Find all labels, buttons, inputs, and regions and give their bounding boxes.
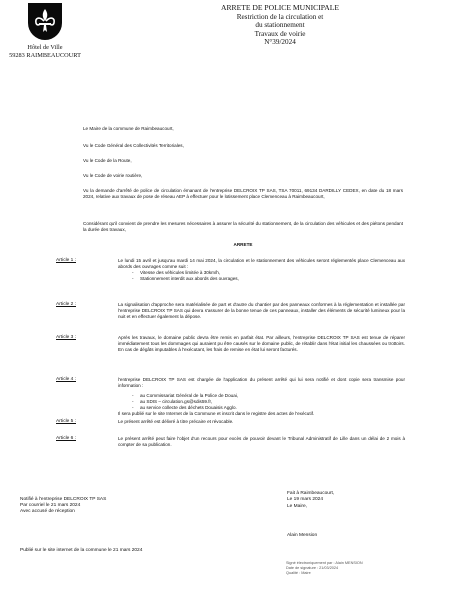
article-2-text: La signalisation d'approche sera matérialisée de part et d'autre du chantier par des panneaux conformes à la réglementation et installée par l'entreprise DELCROIX TP SAS qui devra s'assurer de la bonne tenue de ces panneaux, installer des éléments de sécurité lumineux pour la nuit et en effectuer également la dépose. — [118, 302, 405, 320]
article-4-publication: Il sera publié sur le site Internet de la Commune et inscrit dans le registre des actes de l'exécutif. — [118, 411, 315, 417]
article-4-body — [118, 377, 405, 418]
fleur-de-lis-shield-icon — [28, 3, 62, 40]
intro-request: Vu la demande d'arrêté de police de circulation émanant de l'entreprise DELCROIX TP SAS, TSA 70011, 69134 DARDILLY CEDEX, en date du 18 mars 2024, relative aux travaux de pose de réseau AEP à effectuer pour le lotissement place Clemenceau à Raimbeaucourt, — [83, 188, 403, 200]
list-item: - au SDIS – circulation.gs@sdis59.fr, — [140, 399, 405, 405]
article-5-label: Article 5 : — [56, 419, 76, 424]
mairie-address — [5, 44, 85, 60]
intro-mayor: Le Maire de la commune de Raimbeaucourt, — [83, 126, 174, 131]
arrete-number: N°39/2024 — [264, 38, 296, 47]
article-3-text: Après les travaux, le domaine public devra être remis en parfait état. Par ailleurs, l'entreprise DELCROIX TP SAS est tenue de réparer immédiatement tous les dommages qui auraient pu être causés sur le domaine public, de rétablir dans l'état initial les chaussées ou trottoirs. En cas de dégâts imputables à l'exécutant, les frais de remise en état lui seront facturés. — [118, 335, 405, 353]
article-3-label: Article 3 : — [56, 335, 76, 340]
notification-line: Avec accusé de réception — [20, 509, 75, 514]
publication-note: Publié sur le site internet de la commune le 21 mars 2024 — [20, 548, 143, 553]
intro-considering: Considérant qu'il convient de prendre les mesures nécessaires à assurer la sécurité du stationnement, de la circulation des véhicules et des piétons pendant la durée des travaux, — [83, 221, 403, 233]
title-line-2: Restriction de la circulation et — [236, 12, 324, 21]
title-line-4: Travaux de voirie — [254, 29, 306, 38]
esign-line: Qualité : Maire — [286, 570, 311, 575]
esign-line: Signé électroniquement par : Alain MENSION — [286, 561, 363, 565]
signature-place: Fait à Raimbeaucourt, — [287, 491, 335, 496]
intro-cgct: Vu le Code Général des Collectivités Territoriales, — [83, 143, 184, 148]
article-5-text: Le présent arrêté est délivré à titre précaire et révocable. — [118, 419, 234, 424]
intro-code-voirie: Vu le Code de voirie routière, — [83, 173, 143, 178]
list-item: - Stationnement interdit aux abords des ouvrages, — [140, 276, 405, 282]
article-1-label: Article 1 : — [56, 258, 76, 263]
article-1-text: Le lundi 15 avril et jusqu'au mardi 14 mai 2024, la circulation et le stationnement des véhicules seront réglementés place Clemenceau aux abords des ouvrages comme suit : — [118, 258, 405, 270]
list-item: - au Commissariat Général de la Police de Douai, — [140, 393, 405, 399]
article-6-label: Article 6 : — [56, 436, 76, 441]
article-4-text: l'entreprise DELCROIX TP SAS est chargée de l'application du présent arrêté qui lui sera notifié et dont copie sera transmise pour information : — [118, 377, 405, 389]
mairie-city: 59283 RAIMBEAUCOURT — [9, 52, 81, 59]
notification-line: Notifié à l'entreprise DELCROIX TP SAS — [20, 497, 107, 502]
list-item: - Vitesse des véhicules limitée à 30km/h, — [140, 270, 405, 276]
esign-line: Date de signature : 21/03/2024 — [286, 565, 339, 570]
intro-code-route: Vu le Code de la Route, — [83, 158, 132, 163]
article-4-label: Article 4 : — [56, 377, 76, 382]
notification-line: Par courriel le 21 mars 2024 — [20, 503, 81, 508]
mairie-name: Hôtel de Ville — [27, 44, 63, 51]
notification-block — [20, 497, 106, 515]
title-line-3: du stationnement — [255, 21, 305, 30]
document-header — [185, 4, 375, 47]
signatory-name: Alain Mension — [287, 533, 318, 538]
signature-block — [287, 491, 334, 510]
document-title: ARRETE DE POLICE MUNICIPALE — [220, 3, 340, 12]
article-1-body — [118, 258, 405, 282]
signature-date: Le 19 mars 2024 — [287, 497, 324, 503]
arrete-heading: ARRETE — [233, 242, 253, 247]
signature-title: Le Maire, — [287, 503, 307, 509]
list-item: - au service collecte des déchets Douaisis Agglo. — [140, 405, 405, 411]
article-2-label: Article 2 : — [56, 302, 76, 307]
electronic-signature — [286, 561, 363, 575]
article-6-text: Le présent arrêté peut faire l'objet d'un recours pour excès de pouvoir devant le Tribunal Administratif de Lille dans un délai de 2 mois à compter de sa publication. — [118, 436, 405, 448]
article-1-list — [118, 270, 405, 282]
article-4-list — [118, 393, 405, 411]
